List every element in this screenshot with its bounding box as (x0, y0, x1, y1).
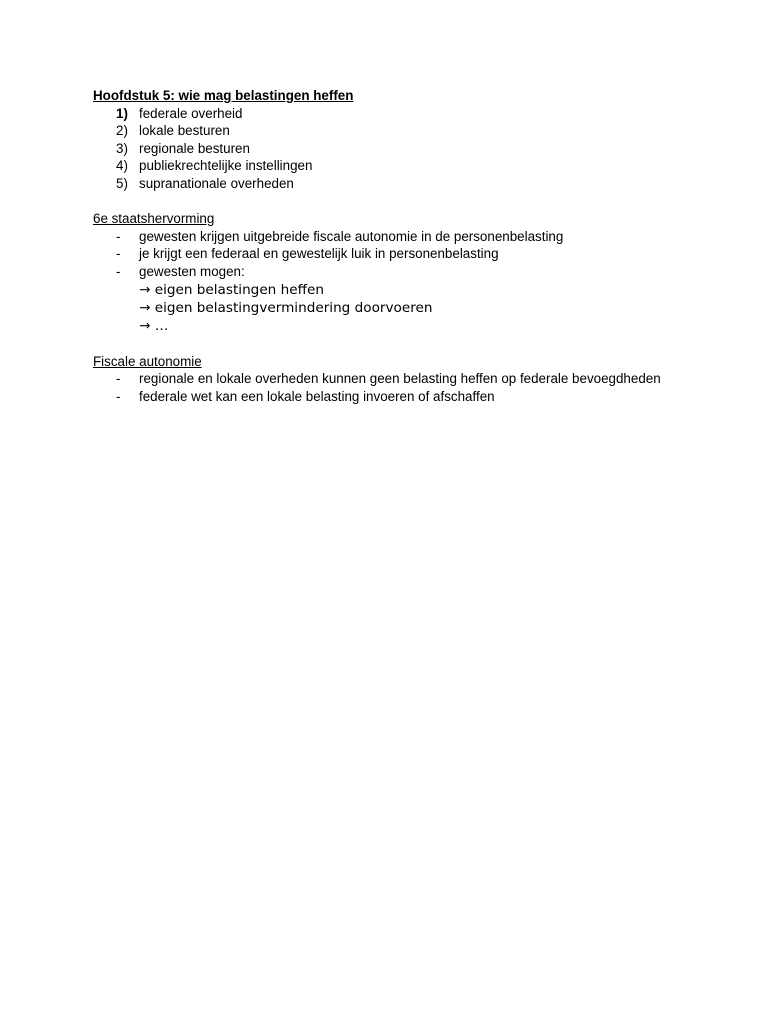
bullet-text: je krijgt een federaal en gewestelijk luik in personenbelasting (139, 246, 499, 262)
chapter-list (93, 105, 693, 193)
list-number: 2) (116, 123, 128, 139)
list-item-text: lokale besturen (139, 123, 230, 139)
fiscale-autonomie-heading: Fiscale autonomie (93, 353, 202, 369)
fiscale-autonomie-list (93, 370, 693, 405)
bullet-item (93, 228, 693, 246)
bullet-item (93, 370, 693, 388)
bullet-item (93, 388, 693, 406)
bullet-marker: - (116, 246, 121, 262)
list-number: 5) (116, 175, 128, 191)
staatshervorming-heading: 6e staatshervorming (93, 211, 215, 227)
list-item (93, 122, 693, 140)
bullet-marker: - (116, 228, 121, 244)
bullet-text: gewesten mogen: (139, 263, 245, 279)
staatshervorming-list (93, 228, 693, 281)
bullet-marker: - (116, 263, 121, 279)
arrow-item: → eigen belastingvermindering doorvoeren (139, 299, 433, 316)
bullet-text: federale wet kan een lokale belasting invoeren of afschaffen (139, 388, 495, 404)
bullet-text: gewesten krijgen uitgebreide fiscale autonomie in de personenbelasting (139, 228, 564, 244)
list-number: 1) (116, 105, 128, 121)
document-body (93, 87, 693, 406)
bullet-text: regionale en lokale overheden kunnen geen belasting heffen op federale bevoegdheden (139, 371, 661, 387)
paragraph-spacer (93, 193, 693, 211)
chapter-heading: Hoofdstuk 5: wie mag belastingen heffen (93, 88, 354, 103)
bullet-marker: - (116, 371, 121, 387)
list-number: 3) (116, 140, 128, 156)
list-item-text: supranationale overheden (139, 175, 294, 191)
list-number: 4) (116, 158, 128, 174)
arrow-item: → eigen belastingen heffen (139, 281, 324, 298)
bullet-item (93, 263, 693, 281)
list-item (93, 175, 693, 193)
bullet-item (93, 245, 693, 263)
arrow-item: → … (139, 317, 169, 334)
list-item (93, 105, 693, 123)
paragraph-spacer (93, 335, 693, 353)
list-item-text: regionale besturen (139, 140, 250, 156)
list-item-text: publiekrechtelijke instellingen (139, 158, 313, 174)
list-item (93, 157, 693, 175)
bullet-marker: - (116, 388, 121, 404)
list-item (93, 140, 693, 158)
list-item-text: federale overheid (139, 105, 243, 121)
